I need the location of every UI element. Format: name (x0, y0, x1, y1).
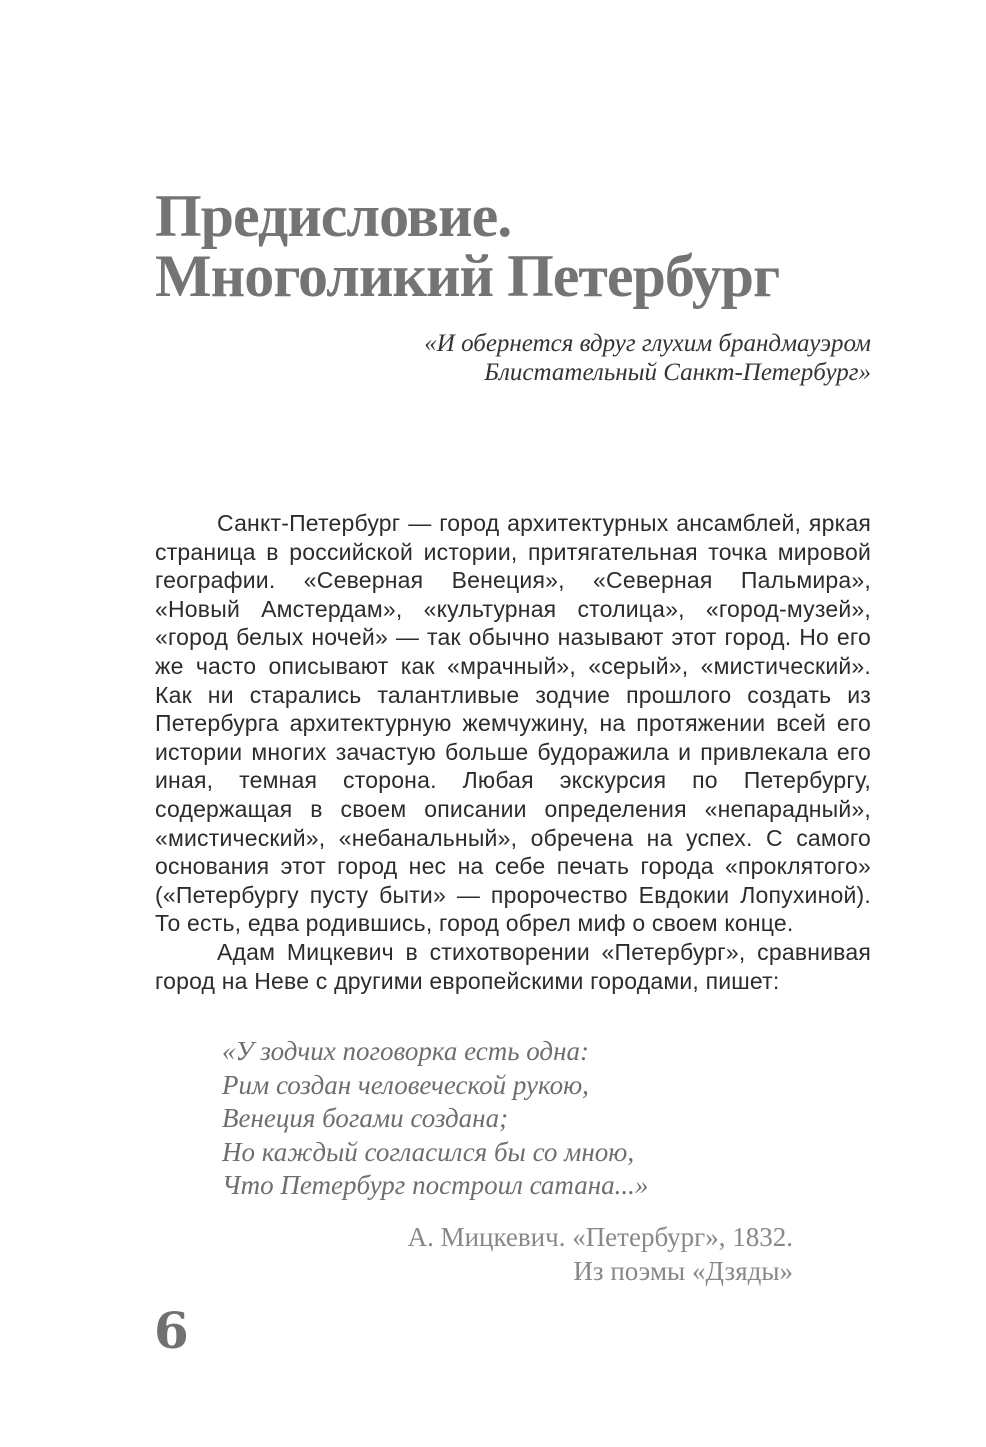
epigraph (155, 329, 871, 387)
paragraph-1: Санкт-Петербург — город архитектурных ансамблей, яркая страница в российской истории, притягательная точка мировой географии. «Северная Венеция», «Северная Пальмира», «Новый Амстердам», «культурная столица», «город-музей», «город белых ночей» — так обычно называют этот город. Но его же часто описывают как «мрачный», «серый», «мистический». Как ни старались талантливые зодчие прошлого создать из Петербурга архитектурную жемчужину, на протяжении всей его истории многих зачастую больше будоражила и привлекала его иная, темная сторона. Любая экскурсия по Петербургу, содержащая в своем описании определения «непарадный», «мистический», «небанальный», обречена на успех. С самого основания этот город нес на себе печать города «проклятого» («Петербургу пусту быти» — пророчество Евдокии Лопухиной). То есть, едва родившись, город обрел миф о своем конце. (155, 510, 871, 937)
verse-quote (222, 1035, 871, 1203)
chapter-title-line-1: Предисловие. (155, 183, 512, 249)
verse-attribution (155, 1220, 793, 1288)
verse-line-2: Рим создан человеческой рукою, (222, 1069, 589, 1100)
verse-line-1: «У зодчих поговорка есть одна: (222, 1036, 589, 1067)
chapter-title (155, 183, 871, 309)
verse-line-5: Что Петербург построил сатана...» (222, 1170, 649, 1201)
attribution-line-1: А. Мицкевич. «Петербург», 1832. (407, 1221, 793, 1252)
page-number: 6 (154, 1301, 189, 1360)
epigraph-line-2: Блистательный Санкт-Петербург» (484, 359, 871, 386)
epigraph-line-1: «И обернется вдруг глухим брандмауэром (424, 330, 871, 357)
verse-line-4: Но каждый согласился бы со мною, (222, 1136, 635, 1167)
body-text (155, 509, 871, 995)
paragraph-2: Адам Мицкевич в стихотворении «Петербург», сравнивая город на Неве с другими европейскими городами, пишет: (155, 938, 871, 994)
chapter-title-line-2: Многоликий Петербург (155, 243, 780, 309)
page-content-column (155, 0, 871, 1288)
verse-line-3: Венеция богами создана; (222, 1103, 509, 1134)
attribution-line-2: Из поэмы «Дзяды» (573, 1255, 793, 1286)
